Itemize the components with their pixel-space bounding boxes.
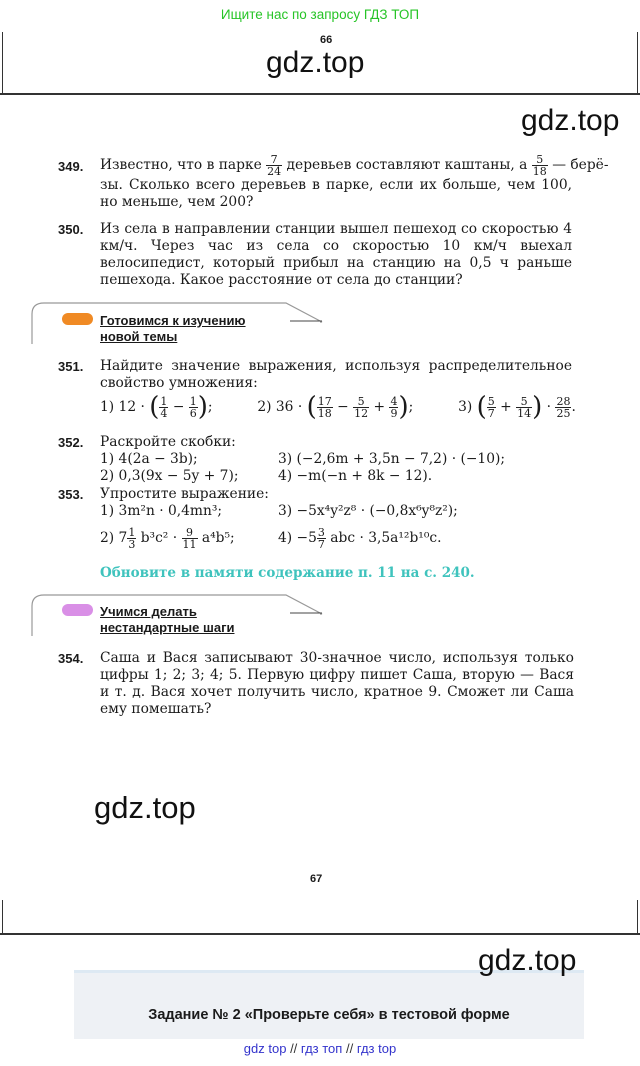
problem-352-text: Раскройте скобки: bbox=[100, 434, 236, 450]
problem-354 bbox=[58, 650, 574, 718]
problem-350 bbox=[58, 221, 572, 289]
item-4: 4) −5 $\frac{3}{7}$ abc · 3,5a¹²b¹⁰c. bbox=[278, 526, 442, 551]
item-2: 2) 0,3(9x − 5y + 7); bbox=[100, 468, 239, 484]
reminder-text: Обновите в памяти содержание п. 11 на с. 240. bbox=[100, 565, 475, 581]
page-divider-bottom bbox=[0, 933, 640, 935]
text: — берё- bbox=[552, 157, 609, 173]
right-border bbox=[637, 900, 638, 934]
problem-349-text: зы. Сколько всего деревьев в парке, если их больше, чем 100, но меньше, чем 200? bbox=[100, 177, 572, 210]
problem-number: 349. bbox=[58, 159, 84, 174]
footer-link-3[interactable]: гдз top bbox=[356, 1041, 397, 1056]
text: деревьев составляют каштаны, а bbox=[286, 157, 528, 173]
search-banner-link[interactable]: Ищите нас по запросу ГДЗ ТОП bbox=[220, 7, 420, 22]
footer-links bbox=[0, 1041, 640, 1056]
fraction-5-18: $\frac{5}{18}$ bbox=[532, 153, 547, 178]
section-tab-icon bbox=[62, 604, 93, 616]
problem-number: 352. bbox=[58, 435, 84, 450]
left-border bbox=[2, 900, 3, 934]
footer-link-2[interactable]: гдз топ bbox=[300, 1041, 343, 1056]
item-3: 3) −5x⁴y²z⁸ · (−0,8x⁶y⁸z²); bbox=[278, 503, 458, 519]
problem-353 bbox=[58, 486, 572, 551]
watermark-3: gdz.top bbox=[94, 790, 196, 825]
section-tab-icon bbox=[62, 313, 93, 325]
item-3: 3) (−2,6m + 3,5n − 7,2) · (−10); bbox=[278, 451, 506, 467]
test-box bbox=[74, 970, 584, 1039]
problem-349 bbox=[58, 153, 609, 211]
footer-separator: // bbox=[345, 1041, 354, 1056]
item-3: 3) ( $\frac{5}{7}$ + $\frac{5}{14}$ ) · $\frac{28}{25}$ . bbox=[458, 392, 576, 422]
problem-351 bbox=[58, 358, 572, 392]
item-1: 1) 3m²n · 0,4mn³; bbox=[100, 503, 223, 519]
problem-351-items bbox=[100, 392, 580, 422]
footer-separator: // bbox=[290, 1041, 298, 1056]
page-number-bottom: 67 bbox=[310, 873, 323, 885]
problem-354-text: Саша и Вася записывают 30-значное число, используя только цифры 1; 2; 3; 4; 5. Первую цифру пишет Саша, вторую — Вася и т. д. Вася хочет получить число, кратное 9. Сможет ли Саша ему помешать? bbox=[100, 650, 574, 717]
watermark-4: gdz.top bbox=[478, 944, 577, 977]
item-4: 4) −m(−n + 8k − 12). bbox=[278, 468, 433, 484]
problem-number: 353. bbox=[58, 487, 84, 502]
watermark-2: gdz.top bbox=[521, 104, 620, 137]
fraction-7-24: $\frac{7}{24}$ bbox=[267, 153, 282, 178]
problem-350-text: Из села в направлении станции вышел пешеход со скоростью 4 км/ч. Через час из села со скоростью 10 км/ч выехал велосипедист, который прибыл на станцию на 0,5 ч раньше пешехода. Какое расстояние от села до станции? bbox=[100, 221, 572, 288]
item-2: 2) 7 $\frac{1}{3}$ b³c² · $\frac{9}{11}$ a⁴b⁵; bbox=[100, 526, 235, 551]
watermark-1: gdz.top bbox=[266, 46, 365, 79]
page-divider-top bbox=[0, 93, 640, 95]
problem-number: 351. bbox=[58, 359, 84, 374]
problem-number: 354. bbox=[58, 651, 84, 666]
problem-352 bbox=[58, 434, 572, 485]
page-number-top: 66 bbox=[320, 34, 333, 46]
problem-353-text: Упростите выражение: bbox=[100, 486, 269, 502]
problem-351-text: Найдите значение выражения, используя распределительное свойство умножения: bbox=[100, 358, 572, 391]
footer-link-1[interactable]: gdz top bbox=[243, 1041, 287, 1056]
right-border bbox=[637, 32, 638, 94]
item-1: 1) 12 · ( $\frac{1}{4}$ − $\frac{1}{6}$ ); bbox=[100, 392, 213, 422]
item-2: 2) 36 · ( $\frac{17}{18}$ − $\frac{5}{12}$ + $\frac{4}{9}$ ); bbox=[257, 392, 414, 422]
text: Известно, что в парке bbox=[100, 157, 262, 173]
section-title-prepare: Готовимся к изучению новой темы bbox=[100, 313, 246, 344]
item-1: 1) 4(2a − 3b); bbox=[100, 451, 198, 467]
left-border bbox=[2, 32, 3, 94]
test-title: Задание № 2 «Проверьте себя» в тестовой форме bbox=[148, 1007, 510, 1023]
problem-number: 350. bbox=[58, 222, 84, 237]
section-title-nonstandard: Учимся делать нестандартные шаги bbox=[100, 604, 235, 635]
